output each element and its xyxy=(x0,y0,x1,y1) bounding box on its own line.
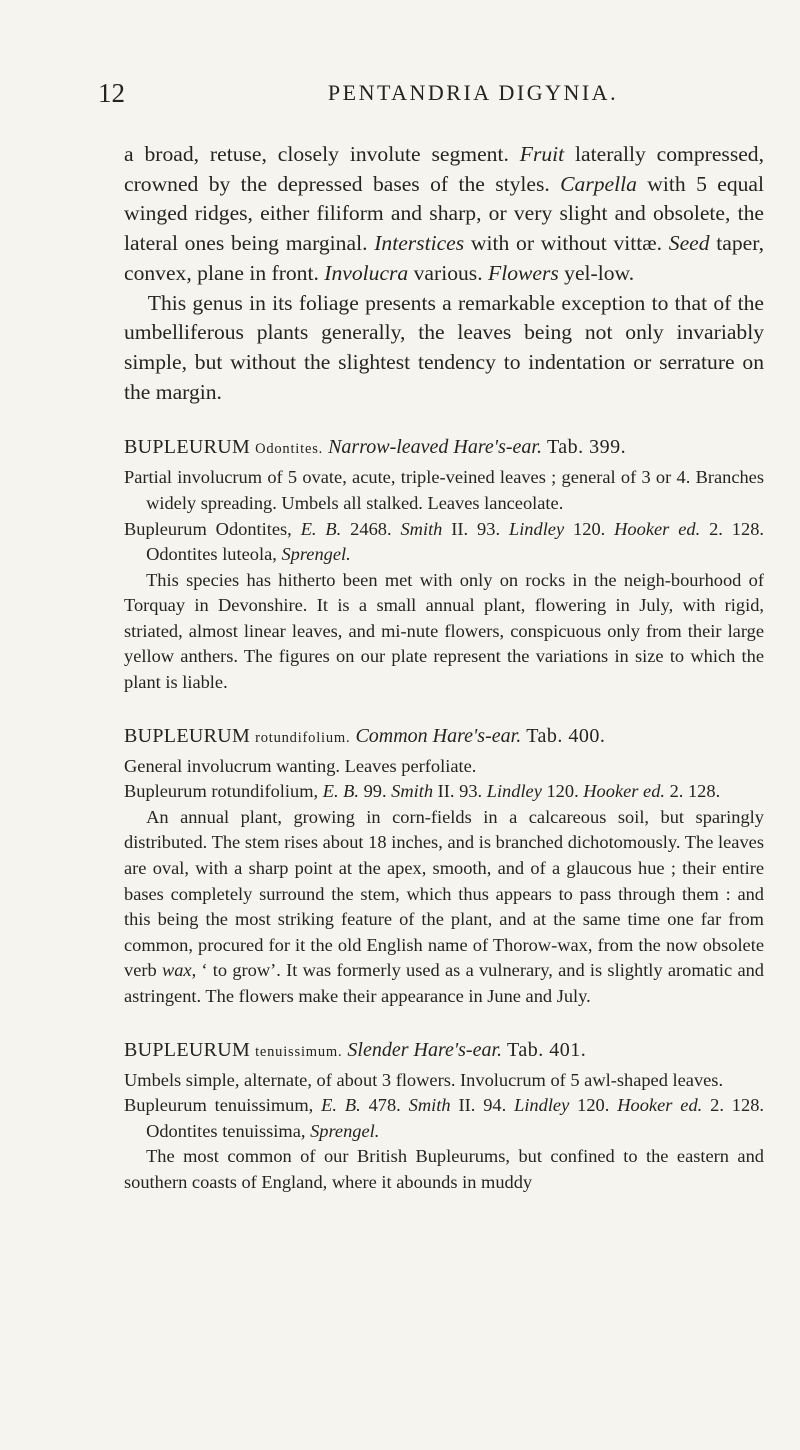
species-heading xyxy=(124,1036,764,1066)
genus-name: BUPLEURUM xyxy=(124,436,251,459)
genus-name: BUPLEURUM xyxy=(124,1038,251,1061)
italic-run: Smith xyxy=(408,1095,451,1116)
species-diagnosis: General involucrum wanting. Leaves perfoliate. xyxy=(124,755,477,776)
species-entry-odontites xyxy=(124,433,764,695)
italic-run: Involucra xyxy=(324,260,409,285)
italic-run: Sprengel. xyxy=(310,1120,380,1141)
species-epithet: rotundifolium. xyxy=(255,729,351,746)
italic-run: Interstices xyxy=(374,231,465,256)
species-synonymy: Bupleurum tenuissimum, E. B. 478. Smith II. 94. Lindley 120. Hooker ed. 2. 128. Odontites tenuissima, Sprengel. xyxy=(124,1095,764,1141)
page-header xyxy=(98,78,698,112)
italic-run: Smith xyxy=(391,781,434,802)
genus-name: BUPLEURUM xyxy=(124,724,251,747)
italic-run: Carpella xyxy=(560,171,637,196)
italic-run: E. B. xyxy=(300,518,342,539)
plate-reference: Tab. 400. xyxy=(526,724,606,747)
italic-run: Seed xyxy=(668,231,710,256)
page-number: 12 xyxy=(98,78,125,108)
italic-run: Sprengel. xyxy=(281,544,351,565)
italic-run: Hooker ed. xyxy=(614,518,701,539)
genus-description: a broad, retuse, closely involute segment. Fruit laterally compressed, crowned by the depressed bases of the styles. Carpella with 5 equal winged ridges, either filiform and sharp, or very slight and obsolete, the lateral ones being marginal. Interstices with or without vittæ. Seed taper, convex, plane in front. Involucra various. Flowers yel-low. xyxy=(124,142,764,285)
common-name: Common Hare's-ear. xyxy=(355,724,522,747)
species-synonymy: Bupleurum rotundifolium, E. B. 99. Smith II. 93. Lindley 120. Hooker ed. 2. 128. xyxy=(124,781,721,802)
species-description: The most common of our British Bupleurums, but confined to the eastern and southern coasts of England, where it abounds in muddy xyxy=(124,1146,764,1192)
italic-run: E. B. xyxy=(322,781,359,802)
italic-run: Lindley xyxy=(486,781,542,802)
italic-run: Smith xyxy=(400,518,443,539)
plate-reference: Tab. 399. xyxy=(546,436,627,459)
species-entry-rotundifolium xyxy=(124,722,764,1010)
italic-run: Hooker ed. xyxy=(617,1095,703,1116)
genus-remark: This genus in its foliage presents a remarkable exception to that of the umbelliferous plants generally, the leaves being not only invariably simple, but without the slightest tendency to indentation or serrature on the margin. xyxy=(124,290,764,404)
species-epithet: tenuissimum. xyxy=(255,1043,343,1060)
italic-run: wax xyxy=(161,960,192,981)
running-title: PENTANDRIA DIGYNIA. xyxy=(327,80,619,105)
common-name: Narrow-leaved Hare's-ear. xyxy=(328,436,542,459)
italic-run: Flowers xyxy=(488,260,559,285)
italic-run: Fruit xyxy=(519,142,565,166)
plate-reference: Tab. 401. xyxy=(507,1038,587,1061)
italic-run: Hooker ed. xyxy=(583,781,665,802)
italic-run: Lindley xyxy=(514,1095,570,1116)
species-epithet: Odontites. xyxy=(255,441,324,458)
species-description: This species has hitherto been met with only on rocks in the neigh-bourhood of Torquay in Devonshire. It is a small annual plant, flowering in July, with rigid, striated, almost linear leaves, and mi-nute flowers, conspicuous only from their large yellow anthers. The figures on our plate represent the variations in size to which the plant is liable. xyxy=(124,569,764,693)
species-diagnosis: Partial involucrum of 5 ovate, acute, triple-veined leaves ; general of 3 or 4. Branches widely spreading. Umbels all stalked. Leaves lanceolate. xyxy=(124,467,764,513)
species-description: An annual plant, growing in corn-fields in a calcareous soil, but sparingly distributed. The stem rises about 18 inches, and is branched dichotomously. The leaves are oval, with a sharp point at the apex, smooth, and of a glaucous hue ; their entire bases completely surround the stem, which thus appears to pass through them : and this being the most striking feature of the plant, and at the same time one far from common, procured for it the old English name of Thorow-wax, from the now obsolete verb wax, ‘ to grow’. It was formerly used as a vulnerary, and is slightly aromatic and astringent. The flowers make their appearance in June and July. xyxy=(124,806,764,1007)
italic-run: E. B. xyxy=(321,1095,361,1116)
page-body xyxy=(124,140,764,1196)
species-heading xyxy=(124,433,764,463)
species-diagnosis: Umbels simple, alternate, of about 3 flowers. Involucrum of 5 awl-shaped leaves. xyxy=(124,1069,724,1090)
common-name: Slender Hare's-ear. xyxy=(347,1038,503,1061)
species-entry-tenuissimum xyxy=(124,1036,764,1196)
species-heading xyxy=(124,722,764,752)
italic-run: Lindley xyxy=(508,518,565,539)
species-synonymy: Bupleurum Odontites, E. B. 2468. Smith II. 93. Lindley 120. Hooker ed. 2. 128. Odontites luteola, Sprengel. xyxy=(124,518,764,565)
